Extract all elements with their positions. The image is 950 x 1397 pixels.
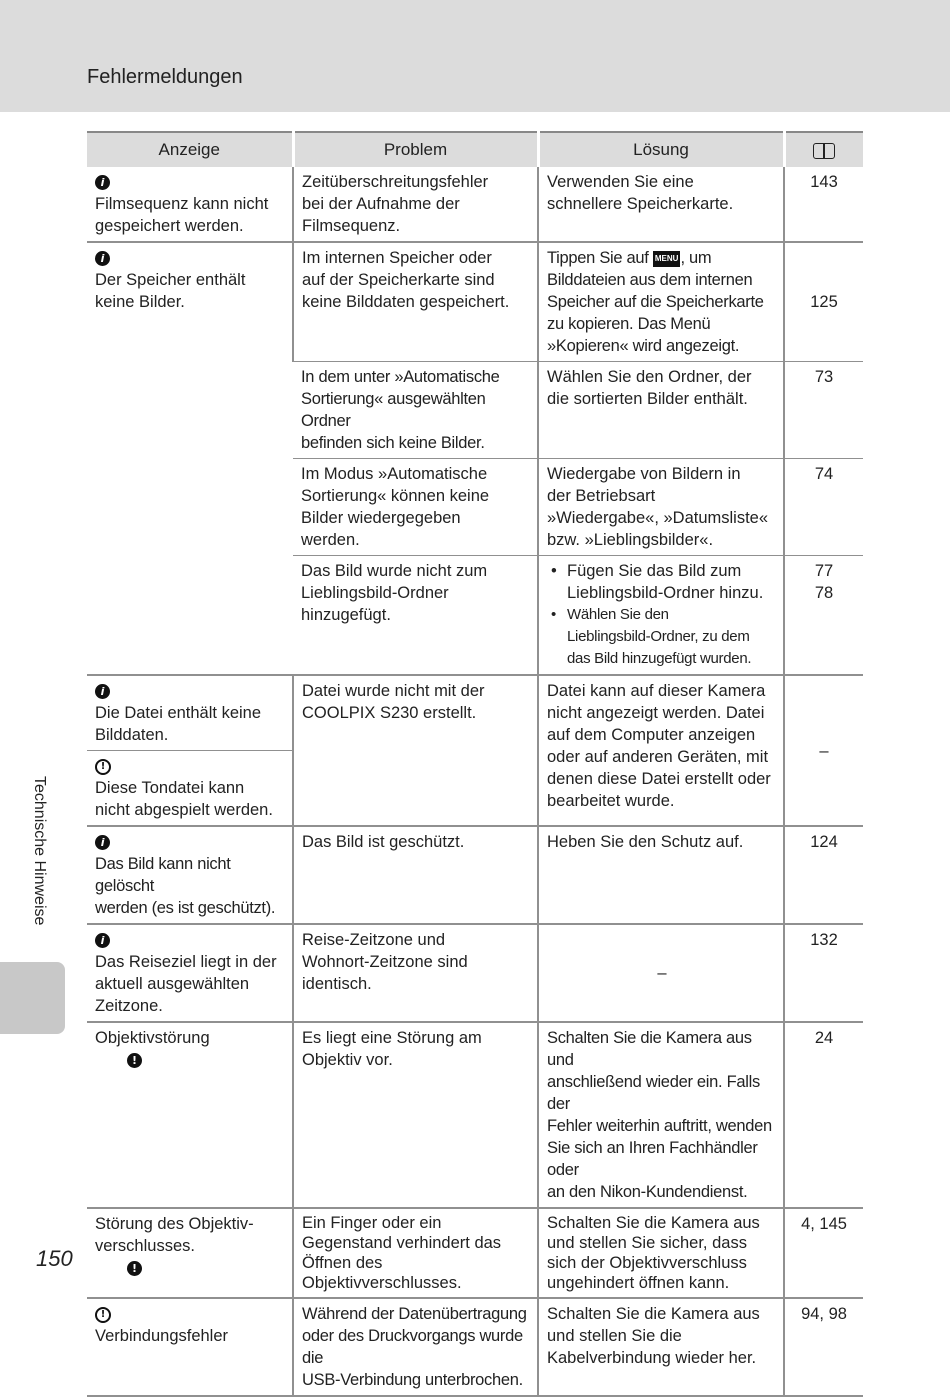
header-loesung: Lösung [538,132,784,167]
loesung-cell: Schalten Sie die Kamera aus und anschließend wieder ein. Falls der Fehler weiterhin auftritt, wenden Sie sich an Ihren Fachhändler oder an den Nikon-Kundendienst. [538,1022,784,1208]
loesung-cell: Wählen Sie den Ordner, der die sortierten Bilder enthält. [538,362,784,459]
list-item: • Wählen Sie den Lieblingsbild-Ordner, zu dem das Bild hinzugefügt wurden. [547,604,777,670]
header-band [0,0,950,112]
anzeige-cell: i Das Bild kann nicht gelöscht werden (es ist geschützt). [87,826,293,924]
book-reference-icon [813,143,835,159]
header-problem: Problem [293,132,538,167]
page-ref-cell: 132 [784,924,863,1022]
loesung-cell: – [538,924,784,1022]
loesung-cell: Datei kann auf dieser Kamera nicht angezeigt werden. Datei auf dem Computer anzeigen oder auf anderen Geräten, mit denen diese Datei erstellt oder bearbeitet wurde. [538,675,784,826]
anzeige-cell: i Der Speicher enthält keine Bilder. [87,242,293,675]
page-ref-cell: 124 [784,826,863,924]
list-item: • Fügen Sie das Bild zum Lieblingsbild-Ordner hinzu. [547,560,777,604]
problem-cell: Im Modus »Automatische Sortierung« können keine Bilder wiedergegeben werden. [293,459,538,556]
solution-list [547,560,777,670]
page-ref-cell: 125 [784,242,863,362]
page-number: 150 [36,1246,73,1271]
problem-cell: Das Bild ist geschützt. [293,826,538,924]
anzeige-cell: Objektivstörung ! [87,1022,293,1208]
page-ref-cell: 94, 98 [784,1298,863,1396]
loesung-cell: Heben Sie den Schutz auf. [538,826,784,924]
info-icon: i [95,251,110,266]
info-icon: i [95,684,110,699]
table-row [87,826,863,924]
problem-cell: Reise-Zeitzone und Wohnort-Zeitzone sind identisch. [293,924,538,1022]
page-ref-cell: 143 [784,167,863,242]
table-row [87,924,863,1022]
loesung-cell [538,556,784,676]
page-ref-cell: 73 [784,362,863,459]
table-row [87,167,863,242]
problem-cell: Es liegt eine Störung am Objektiv vor. [293,1022,538,1208]
table-row [87,242,863,362]
error-icon: ! [127,1053,142,1068]
page-ref-cell: 24 [784,1022,863,1208]
table-row [87,1022,863,1208]
problem-cell: Ein Finger oder ein Gegenstand verhindert das Öffnen des Objektivverschlusses. [293,1208,538,1298]
section-tab [0,962,65,1034]
error-messages-table [87,131,863,1397]
header-reference [784,132,863,167]
info-icon: i [95,835,110,850]
loesung-cell: Schalten Sie die Kamera aus und stellen Sie die Kabelverbindung wieder her. [538,1298,784,1396]
anzeige-cell: i Das Reiseziel liegt in der aktuell ausgewählten Zeitzone. [87,924,293,1022]
anzeige-cell: ! Verbindungsfehler [87,1298,293,1396]
loesung-cell: Tippen Sie auf MENU , um Bilddateien aus dem internen Speicher auf die Speicherkarte zu kopieren. Das Menü »Kopieren« wird angezeigt. [538,242,784,362]
page-ref-cell: 4, 145 [784,1208,863,1298]
section-label: Technische Hinweise [31,776,48,926]
info-icon: i [95,175,110,190]
loesung-cell: Verwenden Sie eine schnellere Speicherkarte. [538,167,784,242]
warning-icon: ! [95,759,111,775]
problem-cell: Datei wurde nicht mit der COOLPIX S230 erstellt. [293,675,538,826]
problem-cell: In dem unter »Automatische Sortierung« ausgewählten Ordner befinden sich keine Bilder. [293,362,538,459]
table-row [87,1298,863,1396]
page-ref-cell: 74 [784,459,863,556]
table-header-row [87,132,863,167]
table-row [87,675,863,826]
anzeige-cell: Störung des Objektiv- verschlusses. ! [87,1208,293,1298]
info-icon: i [95,933,110,948]
page-title: Fehlermeldungen [87,66,243,88]
anzeige-cell: i Die Datei enthält keine Bilddaten. ! Diese Tondatei kann nicht abgespielt werden. [87,675,293,826]
page-ref-cell: – [784,675,863,826]
menu-button-icon: MENU [653,251,681,267]
problem-cell: Zeitüberschreitungsfehler bei der Aufnahme der Filmsequenz. [293,167,538,242]
loesung-cell: Wiedergabe von Bildern in der Betriebsart »Wiedergabe«, »Datumsliste« bzw. »Lieblingsbilder«. [538,459,784,556]
anzeige-cell: i Filmsequenz kann nicht gespeichert werden. [87,167,293,242]
table-row [87,1208,863,1298]
problem-cell: Während der Datenübertragung oder des Druckvorgangs wurde die USB-Verbindung unterbrochen. [293,1298,538,1396]
problem-cell: Im internen Speicher oder auf der Speicherkarte sind keine Bilddaten gespeichert. [293,242,538,362]
error-icon: ! [127,1261,142,1276]
problem-cell: Das Bild wurde nicht zum Lieblingsbild-Ordner hinzugefügt. [293,556,538,676]
header-anzeige: Anzeige [87,132,293,167]
loesung-cell: Schalten Sie die Kamera aus und stellen Sie sicher, dass sich der Objektivverschluss ungehindert öffnen kann. [538,1208,784,1298]
page-ref-cell: 77 78 [784,556,863,676]
warning-icon: ! [95,1307,111,1323]
